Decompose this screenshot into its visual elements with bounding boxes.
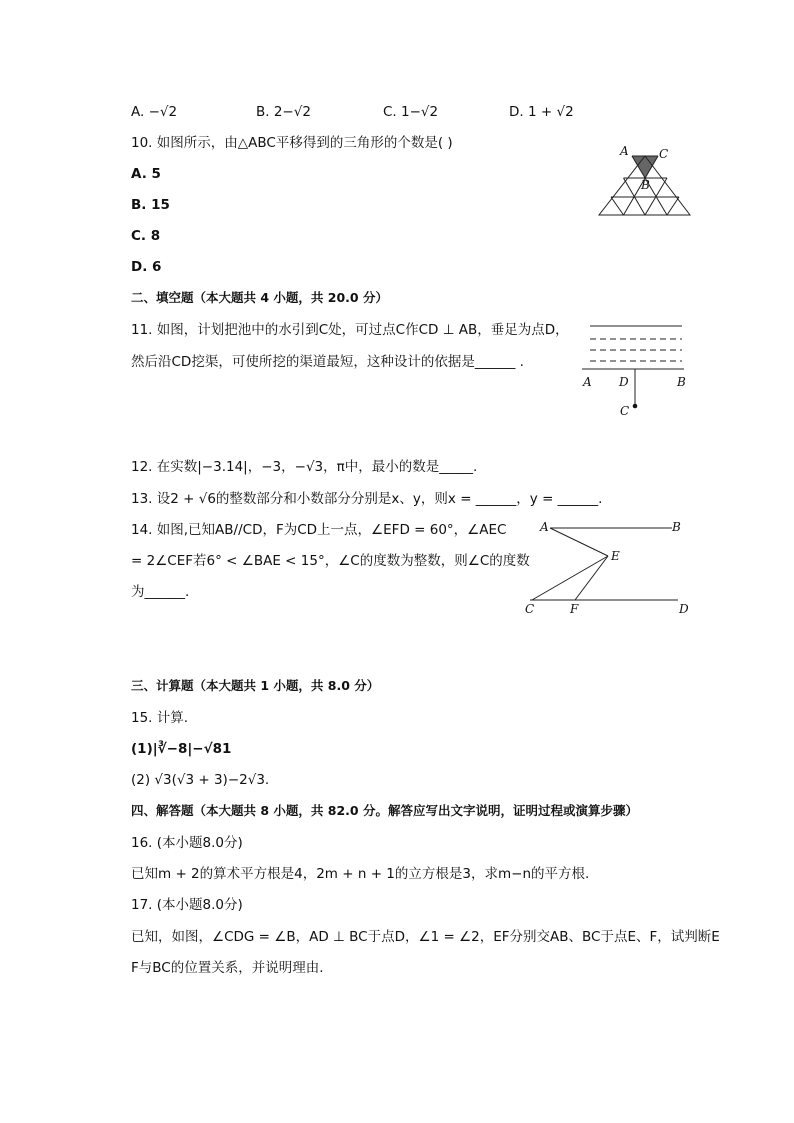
q14-line1: 14. 如图,已知AB//CD，F为CD上一点，∠EFD = 60°，∠AEC [131,522,507,538]
q10-label-b: B [641,178,650,192]
q14-label-e: E [611,549,620,563]
q9-option-d: D. 1 + √2 [509,104,574,120]
q13-text: 13. 设2 + √6的整数部分和小数部分分别是x、y，则x = ______，y = ______. [131,491,603,507]
q10-option-a: A. 5 [131,166,161,182]
q14-parallel-lines-figure [520,516,692,618]
q16-head: 16. (本小题8.0分) [131,835,243,851]
q14-label-f: F [570,602,579,616]
q10-label-c: C [659,147,669,161]
q14-label-a: A [540,520,549,534]
q11-line1: 11. 如图，计划把池中的水引到C处，可过点C作CD ⊥ AB，垂足为点D， [131,322,569,338]
q14-label-b: B [672,520,681,534]
q15-stem: 15. 计算. [131,710,189,726]
q11-label-a: A [583,375,592,389]
q17-head: 17. (本小题8.0分) [131,897,243,913]
q16-body: 已知m + 2的算术平方根是4，2m + n + 1的立方根是3，求m−n的平方根. [131,866,590,882]
q9-option-a: A. −√2 [131,104,178,120]
q11-line2: 然后沿CD挖渠，可使所挖的渠道最短，这种设计的依据是______ . [131,354,524,370]
q17-line2: F与BC的位置关系，并说明理由. [131,960,324,976]
q11-label-c: C [620,404,630,418]
q10-option-b: B. 15 [131,197,170,213]
q10-option-c: C. 8 [131,228,161,244]
section-calculation-heading: 三、计算题（本大题共 1 小题，共 8.0 分） [131,678,380,693]
q14-label-c: C [525,602,535,616]
q15-part2: (2) √3(√3 + 3)−2√3. [131,772,270,788]
q9-option-b: B. 2−√2 [256,104,311,120]
section-answer-heading: 四、解答题（本大题共 8 小题，共 82.0 分。解答应写出文字说明，证明过程或演算步骤） [131,803,638,818]
q14-line3: 为______. [131,584,190,600]
q11-label-d: D [619,375,629,389]
q11-pond-figure [578,318,690,420]
q12-text: 12. 在实数|−3.14|，−3，−√3，π中，最小的数是_____. [131,459,478,475]
q10-label-a: A [620,144,629,158]
q10-triangle-figure [592,140,698,220]
q17-line1: 已知，如图，∠CDG = ∠B，AD ⊥ BC于点D，∠1 = ∠2，EF分别交AB、BC于点E、F，试判断E [131,929,720,945]
q10-stem: 10. 如图所示，由△ABC平移得到的三角形的个数是( ) [131,135,453,151]
section-fill-in-blank-heading: 二、填空题（本大题共 4 小题，共 20.0 分） [131,290,388,305]
q9-option-c: C. 1−√2 [383,104,439,120]
q14-line2: = 2∠CEF若6° < ∠BAE < 15°，∠C的度数为整数，则∠C的度数 [131,553,530,569]
q15-part1: (1)|∛−8|−√81 [131,741,232,757]
q11-label-b: B [677,375,686,389]
q14-label-d: D [679,602,689,616]
q10-option-d: D. 6 [131,259,162,275]
